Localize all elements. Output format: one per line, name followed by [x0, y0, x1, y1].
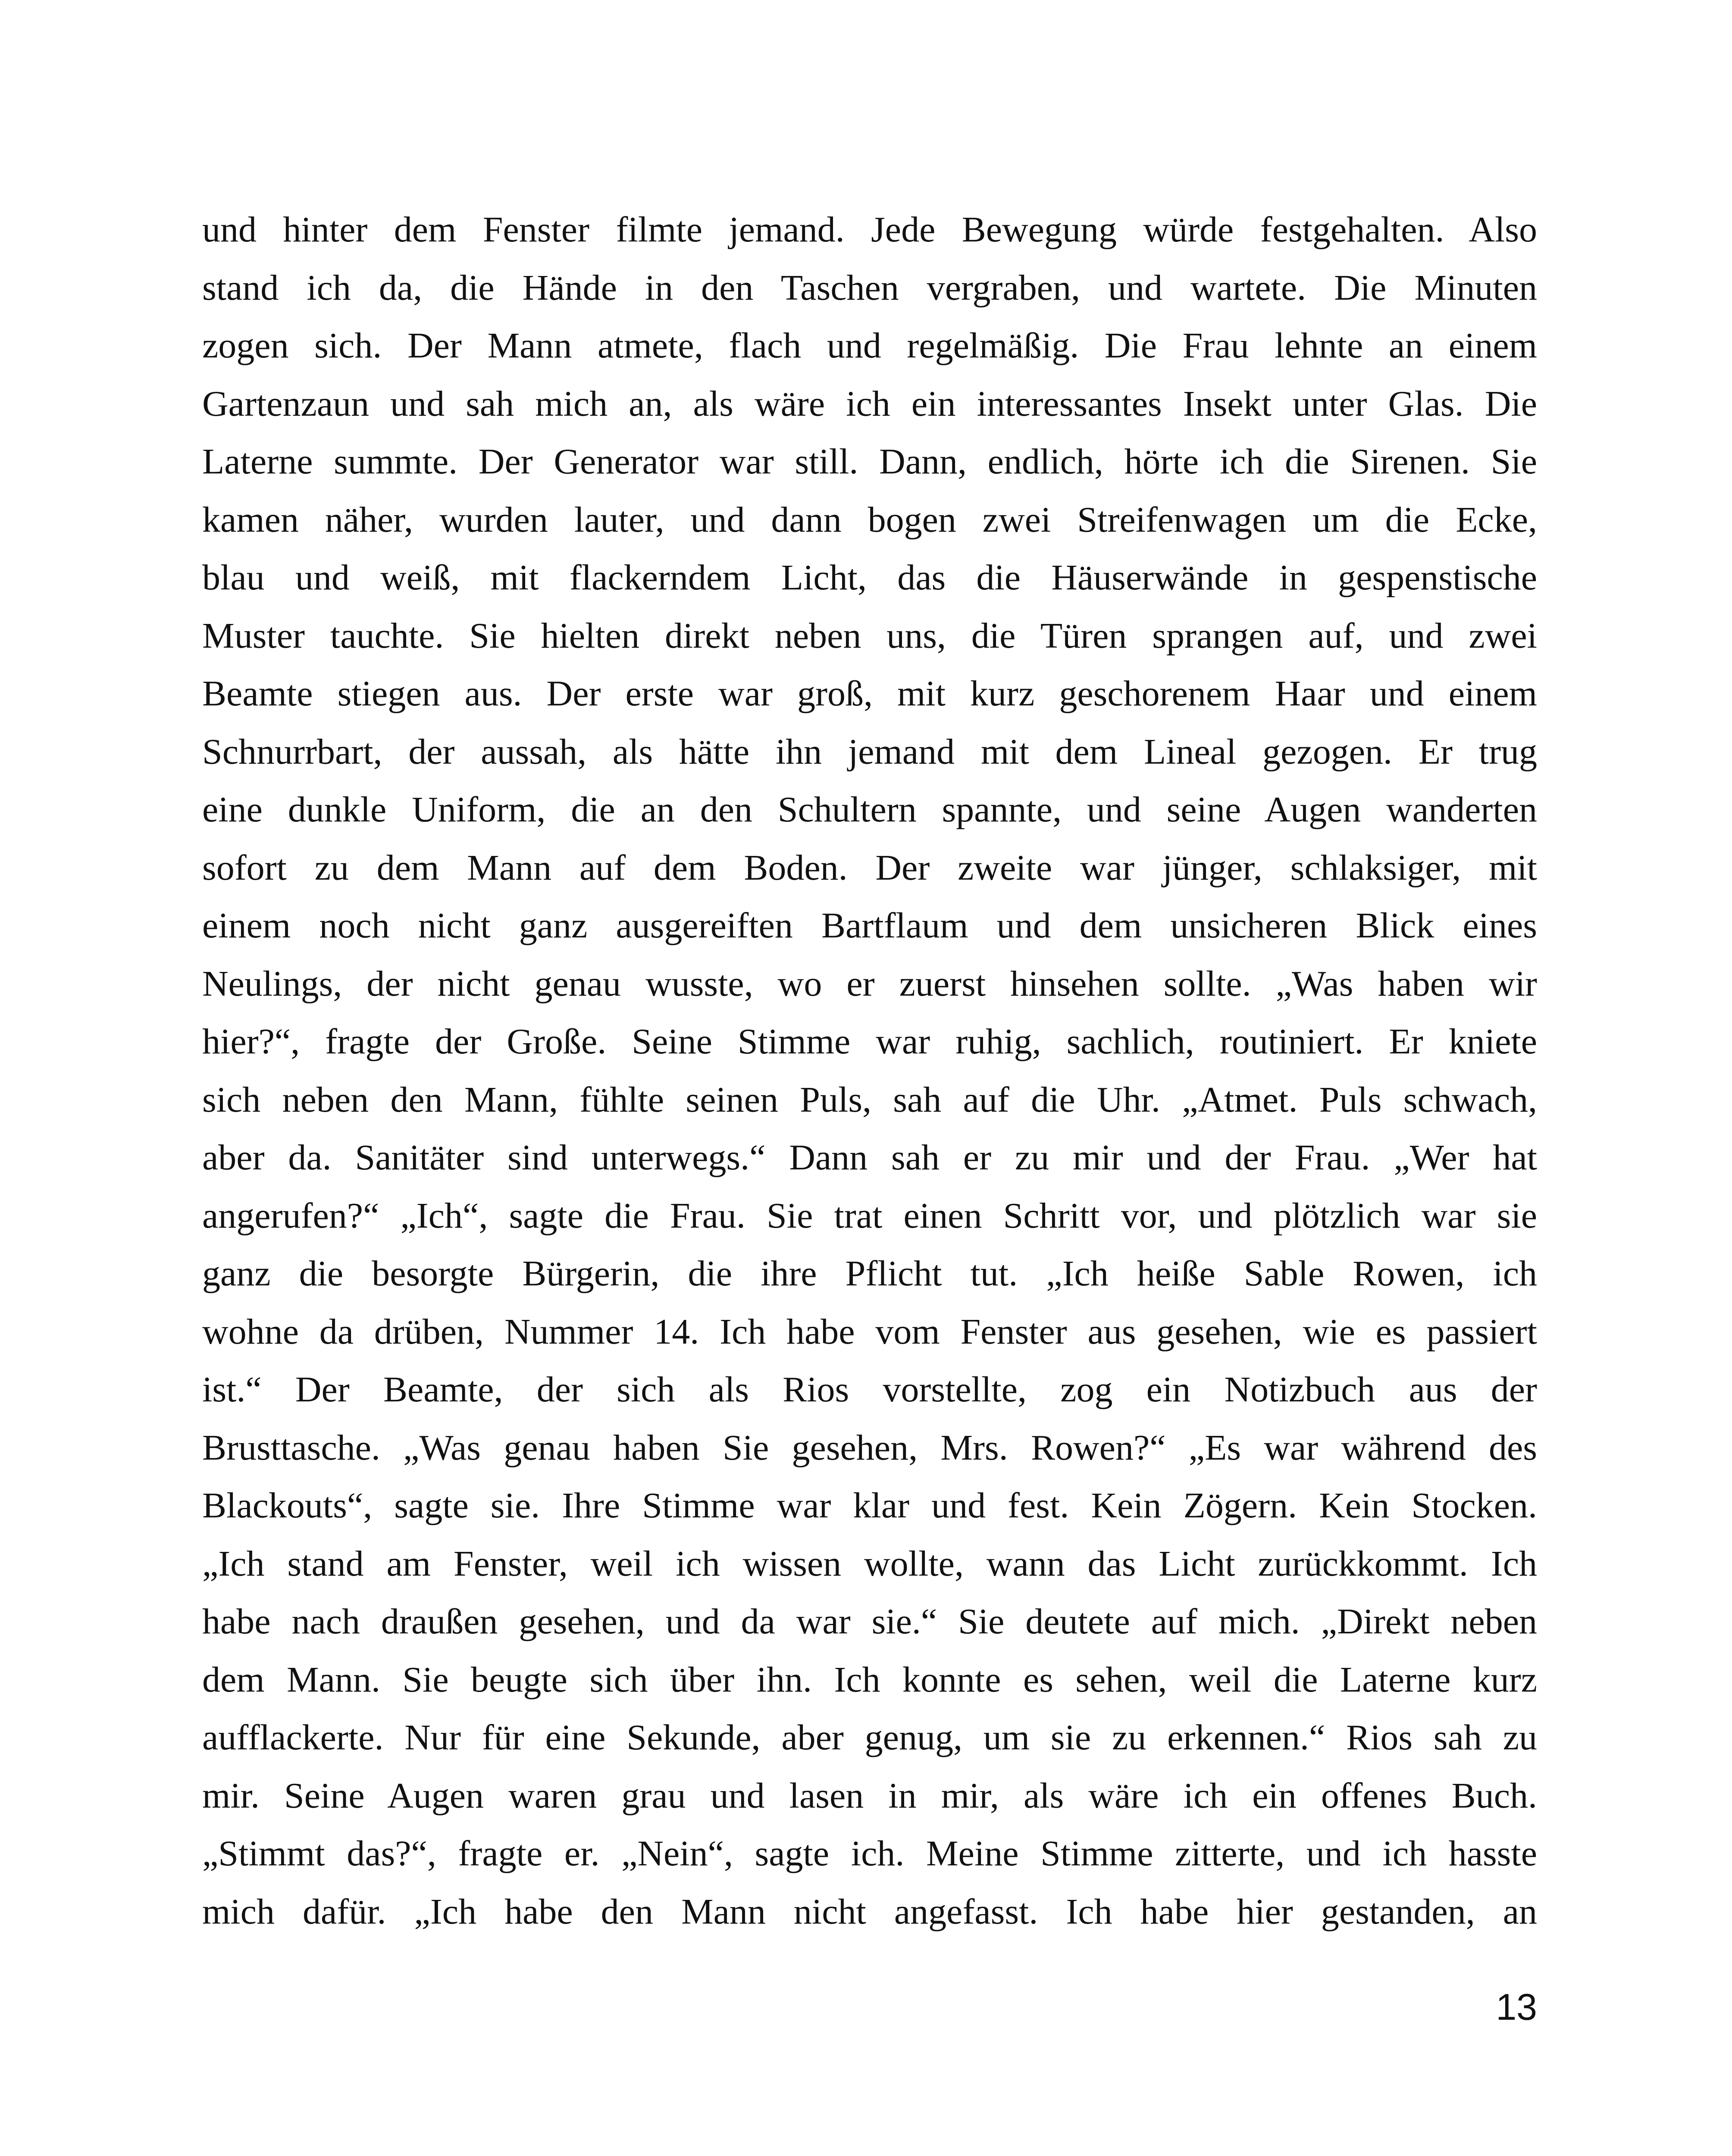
text-line: ganz die besorgte Bürgerin, die ihre Pflicht tut. „Ich heiße Sable Rowen, ich [202, 1253, 1537, 1294]
text-line: einem noch nicht ganz ausgereiften Bartflaum und dem unsicheren Blick eines [202, 906, 1537, 946]
text-line: ist.“ Der Beamte, der sich als Rios vorstellte, zog ein Notizbuch aus der [202, 1369, 1537, 1410]
text-line: und hinter dem Fenster filmte jemand. Jede Bewegung würde festgehalten. Also [202, 210, 1537, 250]
text-line: habe nach draußen gesehen, und da war sie.“ Sie deutete auf mich. „Direkt neben [202, 1601, 1537, 1642]
text-line: eine dunkle Uniform, die an den Schultern spannte, und seine Augen wanderten [202, 790, 1537, 830]
text-line: „Stimmt das?“, fragte er. „Nein“, sagte ich. Meine Stimme zitterte, und ich hasste [202, 1833, 1537, 1874]
text-line: wohne da drüben, Nummer 14. Ich habe vom Fenster aus gesehen, wie es passiert [202, 1311, 1537, 1352]
body-text [202, 201, 1537, 1941]
text-line: sofort zu dem Mann auf dem Boden. Der zweite war jünger, schlaksiger, mit [202, 847, 1537, 888]
text-line: sich neben den Mann, fühlte seinen Puls, sah auf die Uhr. „Atmet. Puls schwach, [202, 1079, 1537, 1120]
text-line: mich dafür. „Ich habe den Mann nicht angefasst. Ich habe hier gestanden, an [202, 1891, 1537, 1932]
text-line: Laterne summte. Der Generator war still. Dann, endlich, hörte ich die Sirenen. Sie [202, 442, 1537, 482]
text-line: stand ich da, die Hände in den Taschen vergraben, und wartete. Die Minuten [202, 267, 1537, 308]
text-line: Blackouts“, sagte sie. Ihre Stimme war klar und fest. Kein Zögern. Kein Stocken. [202, 1485, 1537, 1526]
text-line: „Ich stand am Fenster, weil ich wissen wollte, wann das Licht zurückkommt. Ich [202, 1543, 1537, 1584]
text-line: Gartenzaun und sah mich an, als wäre ich ein interessantes Insekt unter Glas. Die [202, 383, 1537, 424]
text-line: kamen näher, wurden lauter, und dann bogen zwei Streifenwagen um die Ecke, [202, 499, 1537, 540]
text-line: Neulings, der nicht genau wusste, wo er zuerst hinsehen sollte. „Was haben wir [202, 963, 1537, 1004]
page-number: 13 [1496, 1987, 1537, 2028]
text-line: mir. Seine Augen waren grau und lasen in mir, als wäre ich ein offenes Buch. [202, 1775, 1537, 1816]
text-line: blau und weiß, mit flackerndem Licht, das die Häuserwände in gespenstische [202, 558, 1537, 598]
text-line: angerufen?“ „Ich“, sagte die Frau. Sie trat einen Schritt vor, und plötzlich war sie [202, 1195, 1537, 1236]
text-line: aufflackerte. Nur für eine Sekunde, aber genug, um sie zu erkennen.“ Rios sah zu [202, 1717, 1537, 1758]
text-line: Brusttasche. „Was genau haben Sie gesehen, Mrs. Rowen?“ „Es war während des [202, 1427, 1537, 1468]
text-line: aber da. Sanitäter sind unterwegs.“ Dann sah er zu mir und der Frau. „Wer hat [202, 1138, 1537, 1178]
text-line: Schnurrbart, der aussah, als hätte ihn jemand mit dem Lineal gezogen. Er trug [202, 731, 1537, 772]
text-line: zogen sich. Der Mann atmete, flach und regelmäßig. Die Frau lehnte an einem [202, 326, 1537, 366]
text-line: Beamte stiegen aus. Der erste war groß, mit kurz geschorenem Haar und einem [202, 674, 1537, 714]
text-line: hier?“, fragte der Große. Seine Stimme war ruhig, sachlich, routiniert. Er kniete [202, 1022, 1537, 1062]
text-line: Muster tauchte. Sie hielten direkt neben uns, die Türen sprangen auf, und zwei [202, 615, 1537, 656]
text-line: dem Mann. Sie beugte sich über ihn. Ich konnte es sehen, weil die Laterne kurz [202, 1659, 1537, 1700]
